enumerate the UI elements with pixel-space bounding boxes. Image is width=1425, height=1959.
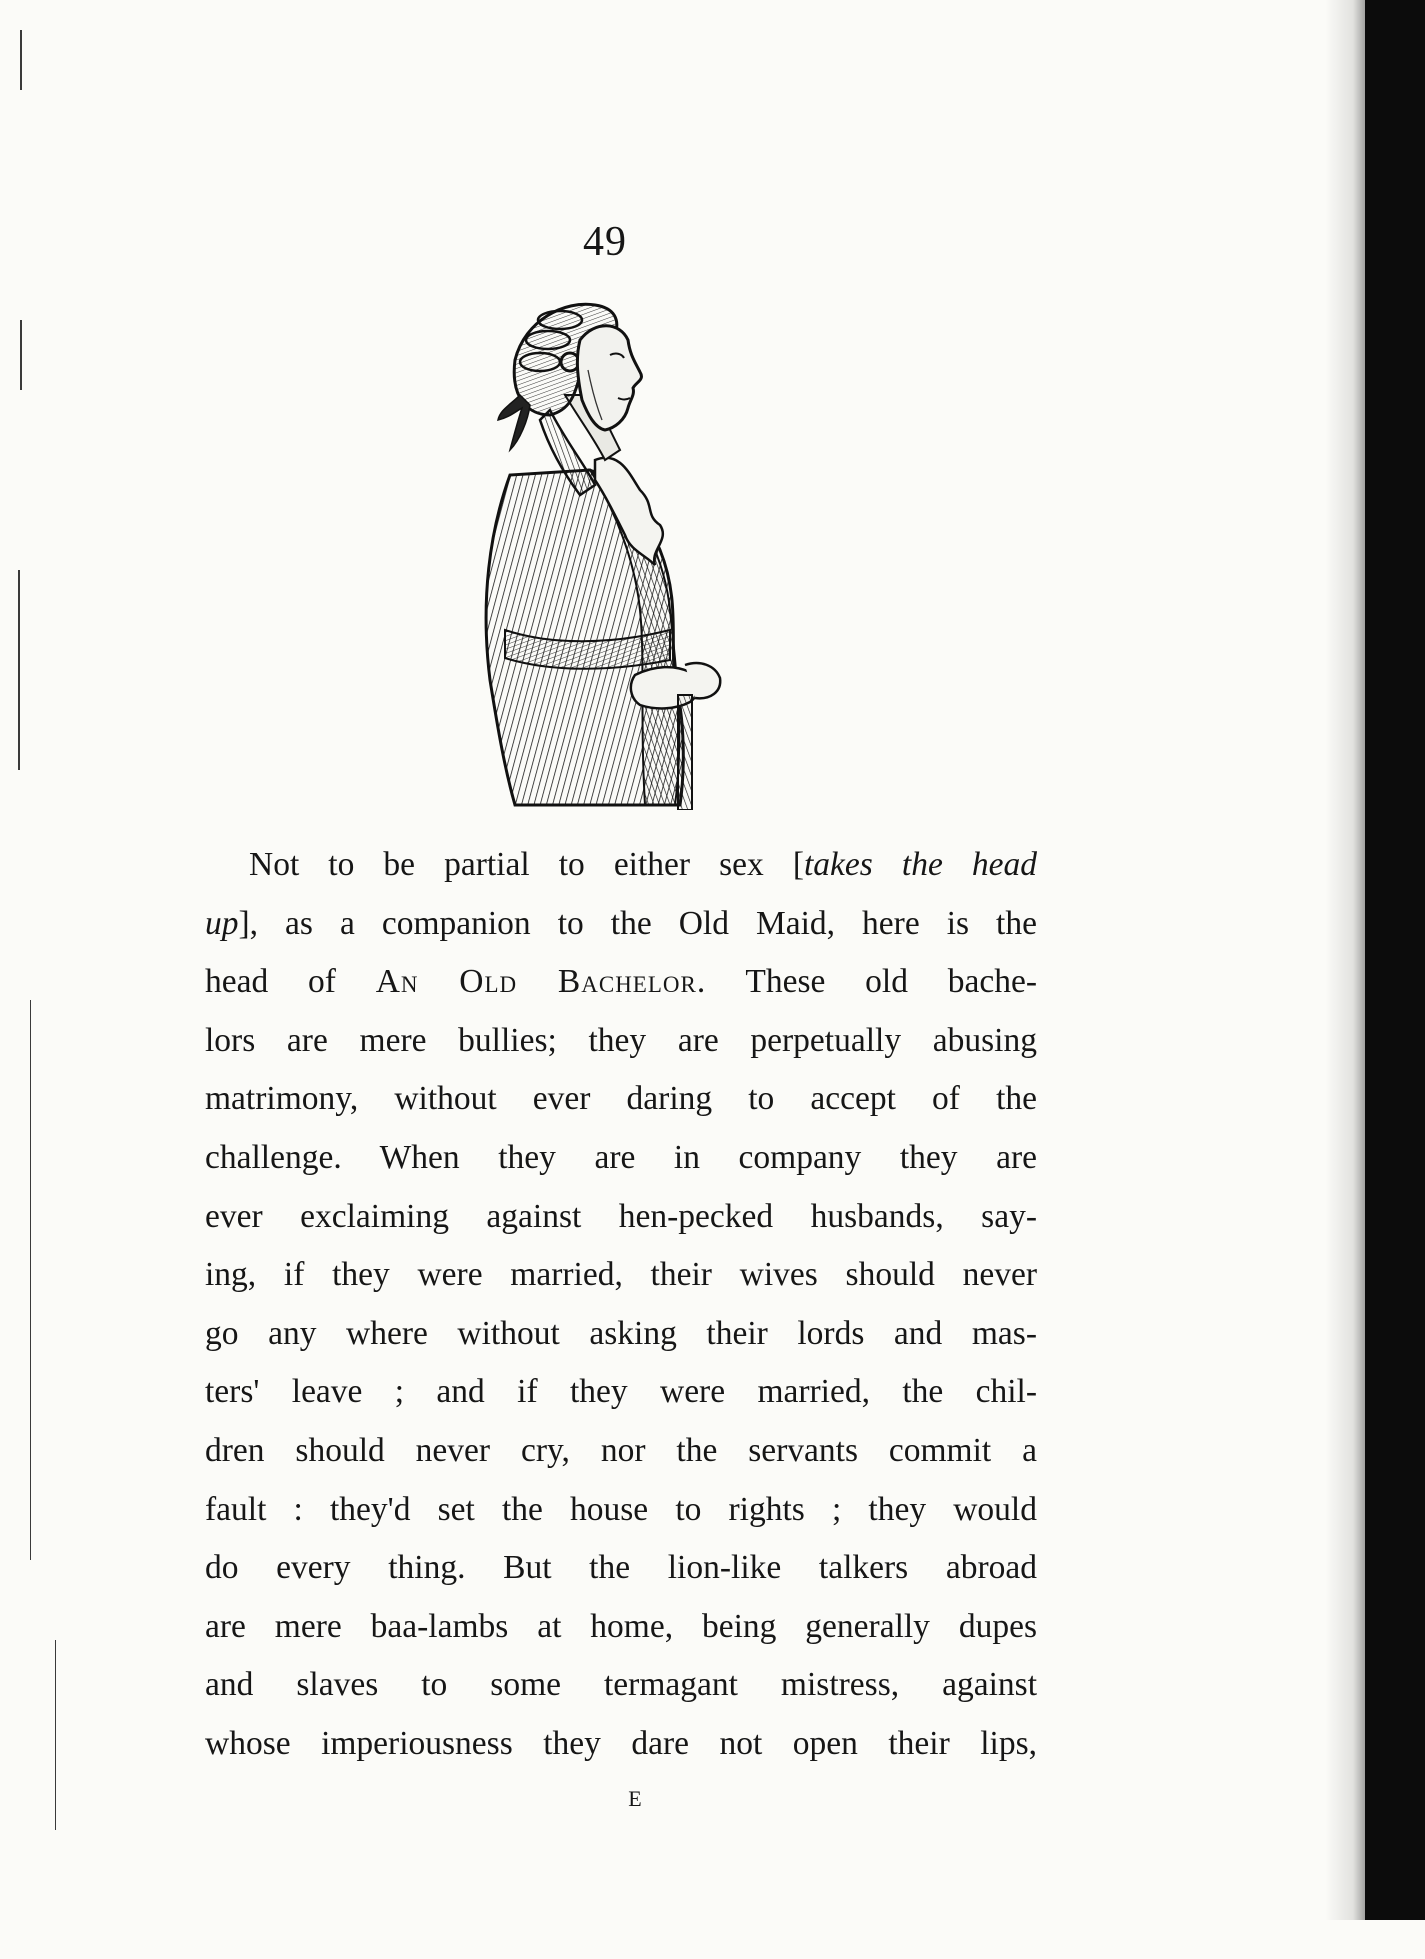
text-segment: matrimony, without ever daring to accept of the bbox=[205, 1080, 1037, 1118]
text-line bbox=[205, 895, 1037, 954]
text-line bbox=[205, 1422, 1037, 1481]
text-line bbox=[205, 1305, 1037, 1364]
text-segment: dren should never cry, nor the servants commit a bbox=[205, 1431, 1037, 1469]
text-segment: ], as a companion to the Old Maid, here is the bbox=[238, 904, 1037, 942]
page-number: 49 bbox=[583, 219, 627, 265]
text-line bbox=[205, 1070, 1037, 1129]
text-segment: challenge. When they are in company they are bbox=[205, 1138, 1037, 1176]
scan-gutter bbox=[1365, 0, 1425, 1920]
text-segment: and slaves to some termagant mistress, against bbox=[205, 1666, 1037, 1704]
binding-mark bbox=[20, 320, 22, 390]
text-segment: An Old Bachelor. bbox=[375, 963, 707, 1001]
signature-mark: E bbox=[628, 1786, 642, 1811]
text-segment: ever exclaiming against hen-pecked husbands, say- bbox=[205, 1197, 1037, 1235]
text-segment: up bbox=[205, 904, 239, 942]
scan-gutter-shadow bbox=[1325, 0, 1365, 1920]
text-line bbox=[205, 1188, 1037, 1247]
text-segment: do every thing. But the lion-like talkers abroad bbox=[205, 1549, 1037, 1587]
text-line bbox=[205, 1539, 1037, 1598]
text-segment: ters' leave ; and if they were married, the chil- bbox=[205, 1373, 1037, 1411]
text-segment: head of bbox=[205, 963, 376, 1001]
text-segment: fault : they'd set the house to rights ; they would bbox=[205, 1490, 1037, 1528]
binding-mark bbox=[30, 1000, 31, 1560]
cane bbox=[678, 695, 692, 810]
text-line bbox=[205, 1481, 1037, 1540]
text-segment: whose imperiousness they dare not open their lips, bbox=[205, 1724, 1037, 1762]
binding-mark bbox=[18, 570, 20, 770]
text-line bbox=[205, 836, 1037, 895]
old-bachelor-illustration bbox=[470, 300, 800, 810]
text-segment: are mere baa-lambs at home, being generally dupes bbox=[205, 1607, 1037, 1645]
text-line bbox=[205, 1246, 1037, 1305]
text-line bbox=[205, 1715, 1037, 1774]
binding-mark bbox=[20, 30, 22, 90]
text-segment: Not to be partial to either sex [ bbox=[249, 846, 804, 883]
text-line bbox=[205, 1363, 1037, 1422]
text-segment: ing, if they were married, their wives should never bbox=[205, 1256, 1037, 1294]
queue-ribbon bbox=[498, 395, 530, 450]
text-line bbox=[205, 1129, 1037, 1188]
text-line bbox=[205, 1598, 1037, 1657]
text-segment: These old bache- bbox=[706, 963, 1038, 1001]
text-line bbox=[205, 1012, 1037, 1071]
text-line bbox=[205, 953, 1037, 1012]
text-segment: go any where without asking their lords and mas- bbox=[205, 1314, 1037, 1352]
text-line bbox=[205, 1656, 1037, 1715]
text-segment: lors are mere bullies; they are perpetually abusing bbox=[205, 1021, 1037, 1059]
text-segment: takes the head bbox=[804, 846, 1037, 883]
body-paragraph bbox=[205, 836, 1037, 1774]
